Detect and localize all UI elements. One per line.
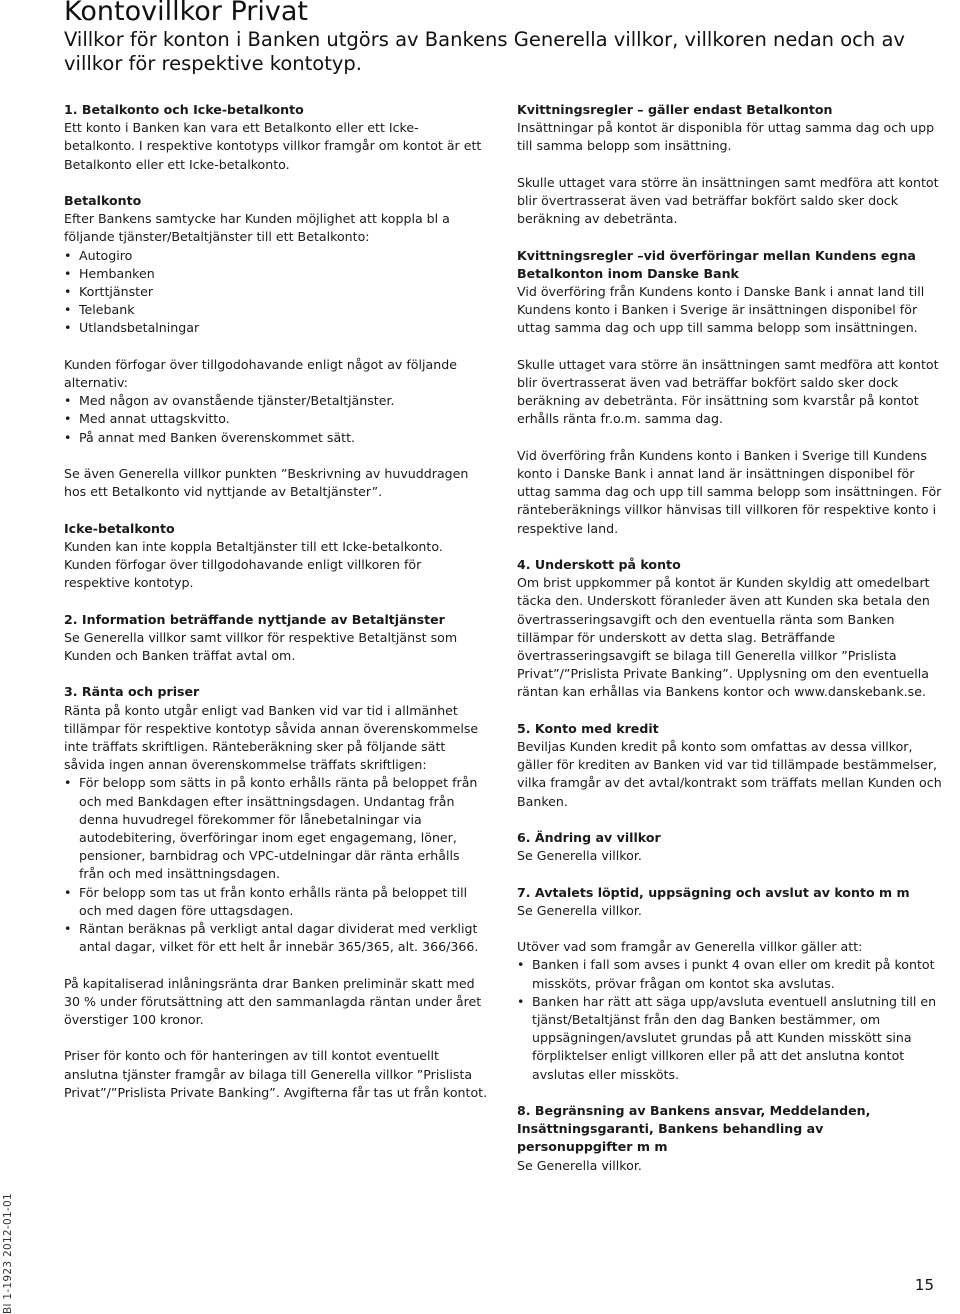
list-item: • För belopp som tas ut från konto erhålls ränta på beloppet till och med dagen före uttagsdagen. <box>64 884 488 920</box>
kapitaliserad-ranta-text: På kapitaliserad inlåningsränta drar Banken preliminär skatt med 30 % under förutsättning att den sammanlagda räntan under året överstiger 100 kronor. <box>64 975 482 1028</box>
section-5-text: Beviljas Kunden kredit på konto som omfattas av dessa villkor, gäller för krediten av Banken vid var tid tillämpade bestämmelser, vilka framgår av det avtal/kontrakt som träffats mellan Kunden och Banken. <box>517 739 942 809</box>
kvittning-2-heading: Kvittningsregler –vid överföringar mellan Kundens egna Betalkonton inom Danske Bank <box>517 247 916 281</box>
se-aven-text: Se även Generella villkor punkten ”Beskrivning av huvuddragen hos ett Betalkonto vid nyttjande av Betaltjänster”. <box>64 466 469 500</box>
list-item: • Banken i fall som avses i punkt 4 ovan eller om kredit på kontot missköts, prövar frågan om kontot ska avslutas. <box>517 956 942 992</box>
list-item: • Korttjänster <box>64 283 488 301</box>
list-item: • För belopp som sätts in på konto erhålls ränta på beloppet från och med Bankdagen efter insättningsdagen. Undantag från denna huvudregel förekommer för lånebetalningar via autodebitering, överföringar inom eget engagemang, löner, pensioner, barnbidrag och VPC-utdelningar där ränta erhålls från och med insättningsdagen. <box>64 774 488 883</box>
list-item: • Utlandsbetalningar <box>64 319 488 337</box>
section-7-text: Se Generella villkor. <box>517 902 642 918</box>
section-4-heading: 4. Underskott på konto <box>517 557 681 572</box>
left-column <box>64 101 488 1102</box>
kvittning-2-text-3: Vid överföring från Kundens konto i Banken i Sverige till Kundens konto i Danske Bank i annat land är insättningen disponibel för uttag samma dag och upp till samma belopp som insättningen. För ränteberäknings villkor hänvisas till villkoren för respektive konto i respektive land. <box>517 447 942 536</box>
right-column <box>517 101 942 1175</box>
ranta-rules-list <box>64 774 488 956</box>
section-2-text: Se Generella villkor samt villkor för respektive Betaltjänst som Kunden och Banken träffat avtal om. <box>64 629 458 664</box>
list-item: • Hembanken <box>64 265 488 283</box>
page-number: 15 <box>914 1276 934 1294</box>
section-8-text: Se Generella villkor. <box>517 1157 642 1173</box>
page-title: Kontovillkor Privat <box>64 0 308 27</box>
section-5-heading: 5. Konto med kredit <box>517 720 659 736</box>
section-2-heading: 2. Information beträffande nyttjande av Betaltjänster <box>64 611 445 627</box>
section-7-heading: 7. Avtalets löptid, uppsägning och avslut av konto m m <box>517 884 910 900</box>
betalkonto-services-list <box>64 247 488 338</box>
forfogar-list <box>64 392 488 447</box>
betalkonto-heading: Betalkonto <box>64 193 142 208</box>
list-item: • Räntan beräknas på verkligt antal dagar dividerat med verkligt antal dagar, vilket för ett helt år innebär 365/365, alt. 366/366. <box>64 920 488 956</box>
section-1-text: Ett konto i Banken kan vara ett Betalkonto eller ett Icke-betalkonto. I respektive kontotyps villkor framgår om kontot är ett Betalkonto eller ett Icke-betalkonto. <box>64 120 482 172</box>
priser-text: Priser för konto och för hanteringen av till kontot eventuellt anslutna tjänster framgår av bilaga till Generella villkor ”Prislista Privat”/”Prislista Private Banking”. Avgifterna får tas ut från kontot. <box>64 1048 488 1100</box>
section-6-text: Se Generella villkor. <box>517 848 642 864</box>
list-item: • Telebank <box>64 301 488 319</box>
section-6-heading: 6. Ändring av villkor <box>517 830 661 846</box>
icke-betalkonto-text: Kunden kan inte koppla Betaltjänster till ett Icke-betalkonto. Kunden förfogar över tillgodohavande enligt villkoren för respektive kontotyp. <box>64 538 443 591</box>
section-8-heading: 8. Begränsning av Bankens ansvar, Meddelanden, Insättningsgaranti, Bankens behandling av personuppgifter m m <box>517 1103 871 1155</box>
list-item: • Autogiro <box>64 247 488 265</box>
kvittning-1-text-2: Skulle uttaget vara större än insättningen samt medföra att kontot blir övertrasserat även vad beträffar bokfört saldo sker dock beräkning av debetränta. <box>517 174 939 227</box>
section-4-text: Om brist uppkommer på kontot är Kunden skyldig att omedelbart täcka den. Underskott föranleder även att Kunden ska betala den övertrasseringsavgift och den eventuella ränta som Banken tillämpar för underskott av detta slag. Beträffande övertrasseringsavgift se bilaga till Generella villkor ”Prislista Privat”/”Prislista Private Banking”. Upplysning om den eventuella räntan kan erhållas via Bankens kontor och www.danskebank.se. <box>517 575 930 700</box>
list-item: • På annat med Banken överenskommet sätt. <box>64 429 488 447</box>
section-1-heading: 1. Betalkonto och Icke-betalkonto <box>64 102 304 117</box>
list-item: • Med någon av ovanstående tjänster/Betaltjänster. <box>64 392 488 410</box>
list-item: • Med annat uttagskvitto. <box>64 410 488 428</box>
kvittning-2-text-2: Skulle uttaget vara större än insättningen samt medföra att kontot blir övertrasserat även vad beträffar bokfört saldo sker dock beräkning av debetränta. För insättning som kvarstår på kontot erhålls ränta fr.o.m. samma dag. <box>517 356 939 427</box>
kvittning-1-text: Insättningar på kontot är disponibla för uttag samma dag och upp till samma belopp som insättning. <box>517 120 935 154</box>
forfogar-text: Kunden förfogar över tillgodohavande enligt något av följande alternativ: <box>64 356 457 391</box>
kvittning-2-text: Vid överföring från Kundens konto i Danske Bank i annat land till Kundens konto i Banken i Sverige är insättningen disponibel för uttag samma dag och upp till samma belopp som insättningen. <box>517 284 925 336</box>
section-3-text: Ränta på konto utgår enligt vad Banken vid var tid i allmänhet tillämpar för respektive kontotyp såvida annan överenskommelse inte träffats skriftligen. Ränteberäkning sker på följande sätt såvida ingen annan överenskommelse träffats skriftligen: <box>64 702 479 773</box>
utover-text: Utöver vad som framgår av Generella villkor gäller att: <box>517 939 863 955</box>
betalkonto-text: Efter Bankens samtycke har Kunden möjlighet att koppla bl a följande tjänster/Betaltjänster till ett Betalkonto: <box>64 211 450 245</box>
icke-betalkonto-heading: Icke-betalkonto <box>64 520 175 536</box>
document-code: Bl 1-1923 2012-01-01 <box>2 1192 14 1314</box>
kvittning-1-heading: Kvittningsregler – gäller endast Betalkonton <box>517 102 833 117</box>
utover-list <box>517 956 942 1083</box>
section-3-heading: 3. Ränta och priser <box>64 684 200 700</box>
list-item: • Banken har rätt att säga upp/avsluta eventuell anslutning till en tjänst/Betaltjänst från den dag Banken bestämmer, om uppsägningen/avslutet grundas på att Kunden misskött sina förpliktelser enligt villkoren eller på att det anslutna kontot avslutas eller missköts. <box>517 993 942 1084</box>
page-subtitle: Villkor för konton i Banken utgörs av Bankens Generella villkor, villkoren nedan och av villkor för respektive kontotyp. <box>64 28 905 75</box>
